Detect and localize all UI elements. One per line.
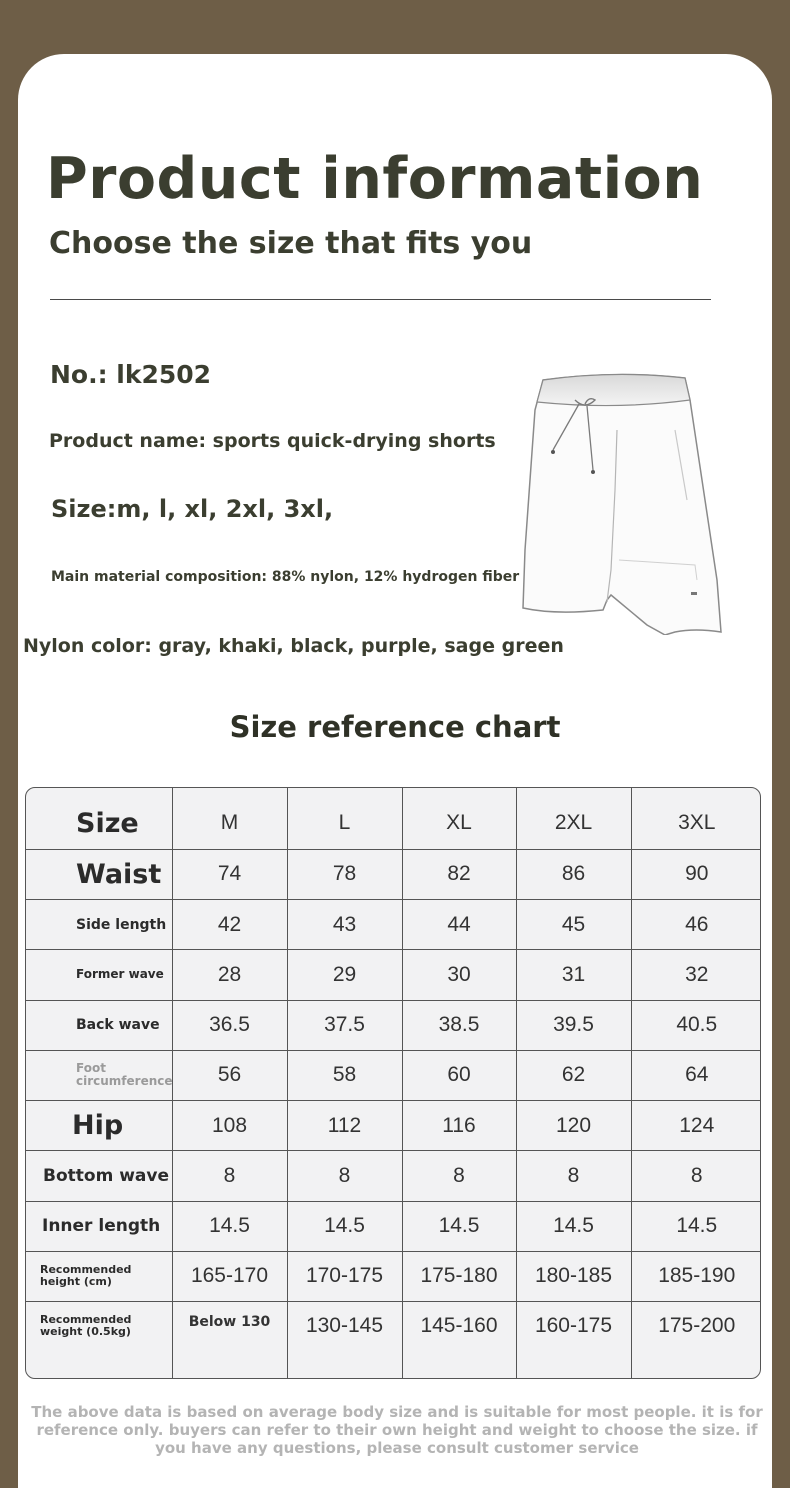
table-cell: 165-170 bbox=[172, 1251, 287, 1301]
table-cell: 86 bbox=[516, 849, 631, 899]
table-cell: 124 bbox=[631, 1101, 761, 1151]
table-cell: 82 bbox=[402, 849, 516, 899]
table-cell: 43 bbox=[287, 900, 402, 950]
row-label: Inner length bbox=[26, 1201, 172, 1251]
table-cell: 37.5 bbox=[287, 1000, 402, 1050]
table-cell: 60 bbox=[402, 1050, 516, 1100]
table-cell: 175-180 bbox=[402, 1251, 516, 1301]
table-cell: 14.5 bbox=[402, 1201, 516, 1251]
table-cell: 175-200 bbox=[631, 1302, 761, 1378]
table-header-cell: L bbox=[287, 788, 402, 849]
table-header-cell: Size bbox=[26, 788, 172, 849]
table-cell: 14.5 bbox=[516, 1201, 631, 1251]
table-cell: 64 bbox=[631, 1050, 761, 1100]
table-cell: 8 bbox=[402, 1151, 516, 1201]
row-label: Back wave bbox=[26, 1000, 172, 1050]
table-cell: 160-175 bbox=[516, 1302, 631, 1378]
table-cell: 170-175 bbox=[287, 1251, 402, 1301]
product-name: Product name: sports quick-drying shorts bbox=[49, 430, 496, 452]
table-cell: 14.5 bbox=[287, 1201, 402, 1251]
page-subtitle: Choose the size that fits you bbox=[49, 226, 533, 261]
table-header-cell: XL bbox=[402, 788, 516, 849]
divider bbox=[50, 299, 711, 300]
table-cell: 8 bbox=[516, 1151, 631, 1201]
table-cell: 30 bbox=[402, 950, 516, 1000]
row-label: Recommended weight (0.5kg) bbox=[26, 1302, 172, 1378]
product-number: No.: lk2502 bbox=[50, 360, 212, 389]
table-cell: 130-145 bbox=[287, 1302, 402, 1378]
size-table bbox=[25, 787, 761, 1379]
size-chart-title: Size reference chart bbox=[229, 710, 561, 744]
table-cell: 8 bbox=[172, 1151, 287, 1201]
table-cell: Below 130 bbox=[172, 1302, 287, 1378]
table-cell: 116 bbox=[402, 1101, 516, 1151]
table-row bbox=[26, 1151, 761, 1201]
row-label: Foot circumference bbox=[26, 1050, 172, 1100]
table-cell: 185-190 bbox=[631, 1251, 761, 1301]
table-header-cell: 3XL bbox=[631, 788, 761, 849]
table-row bbox=[26, 1101, 761, 1151]
table-cell: 28 bbox=[172, 950, 287, 1000]
table-cell: 78 bbox=[287, 849, 402, 899]
table-cell: 90 bbox=[631, 849, 761, 899]
table-cell: 62 bbox=[516, 1050, 631, 1100]
table-cell: 32 bbox=[631, 950, 761, 1000]
table-cell: 180-185 bbox=[516, 1251, 631, 1301]
table-cell: 42 bbox=[172, 900, 287, 950]
table-row bbox=[26, 1000, 761, 1050]
table-cell: 8 bbox=[287, 1151, 402, 1201]
page-title: Product information bbox=[46, 146, 704, 212]
table-row bbox=[26, 900, 761, 950]
row-label: Hip bbox=[26, 1101, 172, 1151]
table-row bbox=[26, 1302, 761, 1378]
table-header-row bbox=[26, 788, 761, 849]
table-cell: 120 bbox=[516, 1101, 631, 1151]
product-colors: Nylon color: gray, khaki, black, purple, sage green bbox=[23, 635, 564, 657]
table-row bbox=[26, 950, 761, 1000]
product-material: Main material composition: 88% nylon, 12% hydrogen fiber bbox=[51, 569, 520, 585]
product-sizes: Size:m, l, xl, 2xl, 3xl, bbox=[51, 495, 334, 523]
shorts-illustration bbox=[515, 370, 730, 635]
table-cell: 39.5 bbox=[516, 1000, 631, 1050]
table-row bbox=[26, 1251, 761, 1301]
table-row bbox=[26, 849, 761, 899]
table-cell: 45 bbox=[516, 900, 631, 950]
table-cell: 29 bbox=[287, 950, 402, 1000]
table-row bbox=[26, 1050, 761, 1100]
table-cell: 145-160 bbox=[402, 1302, 516, 1378]
table-cell: 14.5 bbox=[172, 1201, 287, 1251]
table-cell: 112 bbox=[287, 1101, 402, 1151]
table-cell: 14.5 bbox=[631, 1201, 761, 1251]
table-cell: 108 bbox=[172, 1101, 287, 1151]
table-header-cell: 2XL bbox=[516, 788, 631, 849]
table-header-cell: M bbox=[172, 788, 287, 849]
table-cell: 31 bbox=[516, 950, 631, 1000]
table-cell: 58 bbox=[287, 1050, 402, 1100]
footnote: The above data is based on average body size and is suitable for most people. it is for reference only. buyers can refer to their own height and weight to choose the size. if you have any questions, please consult customer service bbox=[31, 1403, 763, 1457]
table-cell: 36.5 bbox=[172, 1000, 287, 1050]
row-label: Side length bbox=[26, 900, 172, 950]
table-cell: 40.5 bbox=[631, 1000, 761, 1050]
table-cell: 44 bbox=[402, 900, 516, 950]
table-row bbox=[26, 1201, 761, 1251]
table-cell: 46 bbox=[631, 900, 761, 950]
row-label: Recommended height (cm) bbox=[26, 1251, 172, 1301]
table-cell: 74 bbox=[172, 849, 287, 899]
row-label: Waist bbox=[26, 849, 172, 899]
row-label: Bottom wave bbox=[26, 1151, 172, 1201]
row-label: Former wave bbox=[26, 950, 172, 1000]
table-cell: 38.5 bbox=[402, 1000, 516, 1050]
table-cell: 56 bbox=[172, 1050, 287, 1100]
table-cell: 8 bbox=[631, 1151, 761, 1201]
